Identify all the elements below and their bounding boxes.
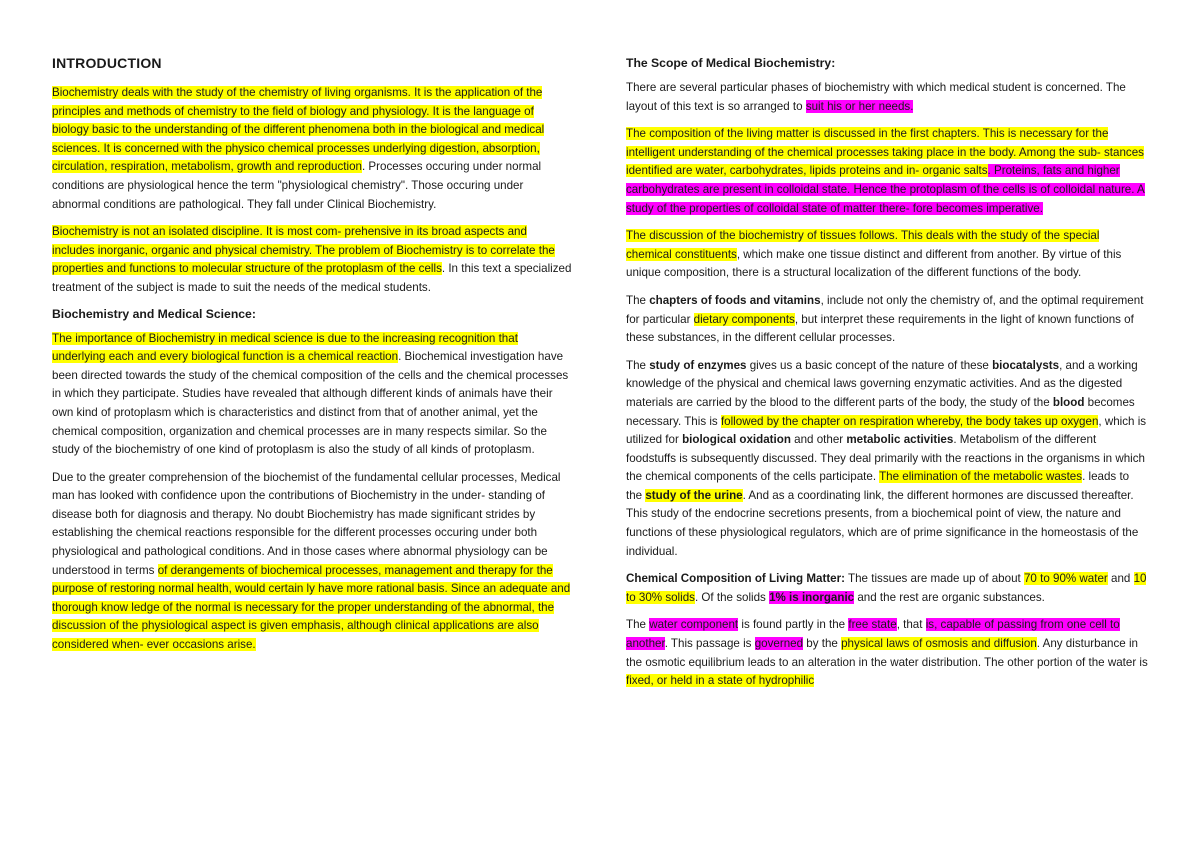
text-run: water component [649, 618, 739, 632]
text-run: The [626, 358, 650, 372]
text-run: , and a working knowledge of the physical and chemical laws governing enzymatic activities. And as the digested materials are carried by the blood to the different parts of the body, the study of the [626, 358, 1138, 409]
text-run: , but interpret these requirements in the light of known functions of these substances, in the different cellular processes. [626, 312, 1134, 345]
text-run: . Of the solids [694, 590, 770, 604]
text-run: , that [896, 618, 926, 632]
paragraph [52, 84, 572, 214]
text-run: . And as a coordinating link, the different hormones are discussed thereafter. This study of the endocrine secretions presents, from a biochemical point of view, the nature and functions of these physiological regulators, which are of prime significance in the homeostasis of the individual. [626, 488, 1139, 558]
paragraph [626, 79, 1148, 116]
text-run: study of the urine [645, 488, 743, 502]
text-run: 10 to 30% solids [626, 572, 1147, 604]
introduction-heading: INTRODUCTION [52, 55, 162, 71]
text-run: is, capable of passing from one cell to another [626, 618, 1120, 651]
text-run: biological oxidation [682, 433, 791, 447]
text-run: The composition of the living matter is discussed in the first chapters. This is necessary for the intelligent understanding of the chemical processes taking place in the body. Among the sub- stances identified are water, carbohydrates, lipids proteins and in- organic salts [626, 127, 1144, 178]
paragraph [626, 125, 1148, 218]
text-run: becomes necessary. This is [626, 395, 1135, 428]
scope-heading: The Scope of Medical Biochemistry: [626, 56, 836, 70]
text-run: dietary components [693, 312, 795, 326]
text-run: biocatalysts [992, 358, 1060, 372]
text-run: . Processes occuring under normal conditions are physiological hence the term "physiological chemistry". Those occuring under abnormal conditions are pathological. They fall under Clinical Biochemistry. [52, 160, 542, 211]
text-run: physical laws of osmosis and diffusion [841, 637, 1037, 651]
left-column [52, 52, 572, 664]
text-run: fixed, or held in a state of hydrophilic [626, 674, 815, 688]
text-run: of derangements of biochemical processes, management and therapy for the purpose of restoring normal health, would certain ly have more rational basis. Since an adequate and thorough know ledge of the normal is necessary for the proper understanding of the abnormal, the discussion of the physiological aspect is given emphasis, although clinical applications are also considered when- ever occasions arise. [52, 563, 571, 652]
text-run: study of enzymes [649, 358, 747, 372]
paragraph [52, 469, 572, 655]
text-run: The importance of Biochemistry in medical science is due to the increasing recognition that underlying each and every biological function is a chemical reaction [52, 331, 518, 364]
paragraph [626, 616, 1148, 690]
text-run: suit his or her needs. [805, 99, 914, 113]
text-run: The [626, 293, 650, 307]
text-run: and [1107, 572, 1134, 586]
text-run: governed [754, 637, 804, 651]
text-run: , which is utilized for [626, 414, 1147, 447]
text-run: blood [1052, 395, 1085, 409]
text-run: The tissues are made up of about [845, 572, 1024, 586]
text-run: The [626, 618, 650, 632]
text-run: 1% is inorganic [769, 590, 855, 604]
text-run: . Metabolism of the different foodstuffs is subsequently discussed. They deal primarily with the reactions in the organisms in which the chemical components of the cells participate. [626, 433, 1145, 484]
text-run: Biochemistry is not an isolated discipline. It is most com- prehensive in its broad aspects and includes inorganic, organic and physical chemistry. The problem of Biochemistry is to correlate the properties and functions to molecular structure of the protoplasm of the cells [52, 225, 555, 276]
text-run: Due to the greater comprehension of the biochemist of the fundamental cellular processes, Medical man has looked with confidence upon the contributions of Biochemistry in the under- standing of disease both for diagnosis and therapy. No doubt Biochemistry has made significant strides by establishing the chemical reactions responsible for the different processes occuring under both physiological and pathological conditions. And in those cases where abnormal physiology can be understood in terms [52, 470, 561, 577]
text-run: There are several particular phases of biochemistry with which medical student is concerned. The layout of this text is so arranged to [626, 81, 1126, 113]
text-run: The elimination of the metabolic wastes [879, 470, 1083, 484]
text-run: by the [803, 637, 842, 651]
text-run: Chemical Composition of Living Matter: [626, 572, 846, 586]
text-run: . In this text a specialized treatment of the subject is made to suit the needs of the medical students. [52, 262, 572, 294]
text-run: free state [848, 618, 897, 632]
text-run: . This passage is [664, 637, 755, 651]
text-run: chapters of foods and vitamins [649, 293, 821, 307]
text-run: The discussion of the biochemistry of tissues follows. This deals with the study of the special chemical constituents [626, 229, 1100, 261]
paragraph [626, 570, 1148, 607]
text-run: Biochemistry deals with the study of the chemistry of living organisms. It is the application of the principles and methods of chemistry to the field of biology and physiology. It is the language of biology basic to the understanding of the different phenomena both in the biological and medical sciences. It is concerned with the physico chemical processes underlying digestion, absorption, circulation, respiration, metabolism, growth and reproduction [52, 86, 545, 174]
paragraph [52, 223, 572, 297]
text-run: metabolic activities [846, 433, 954, 447]
text-run: . Biochemical investigation have been directed towards the study of the chemical composition of the cells and the chemical processes in which they participate. Studies have revealed that although different kinds of animals have their own kind of protoplasm which is characteristics and distinct from that of another animal, yet the chemical composition, organization and chemical processes are in many respects similar. So the study of the biochemistry of one kind of protoplasm is also the study of all kinds of protoplasm. [52, 350, 569, 457]
text-run: followed by the chapter on respiration whereby, the body takes up oxygen [720, 414, 1099, 428]
text-run: and other [790, 433, 847, 447]
text-run: is found partly in the [738, 618, 849, 632]
text-run: . Proteins, fats and higher carbohydrates are present in colloidal state. Hence the protoplasm of the cells is of colloidal nature. A study of the properties of colloidal state of matter there- fore becomes imperative. [626, 164, 1145, 215]
right-column [626, 52, 1148, 700]
text-run: gives us a basic concept of the nature of these [746, 358, 993, 372]
text-run: . Any disturbance in the osmotic equilibrium leads to an alteration in the water distribution. The other portion of the water is [626, 637, 1148, 669]
paragraph [626, 292, 1148, 348]
paragraph [626, 227, 1148, 283]
text-run: and the rest are organic substances. [854, 590, 1045, 604]
text-run: . leads to the [626, 470, 1130, 502]
section-heading: Biochemistry and Medical Science: [52, 306, 256, 321]
paragraph [52, 330, 572, 460]
text-run: 70 to 90% water [1023, 572, 1108, 586]
text-run: , include not only the chemistry of, and the optimal requirement for particular [626, 293, 1144, 326]
paragraph [626, 357, 1148, 562]
text-run: , which make one tissue distinct and different from another. By virtue of this unique composition, there is a structural localization of the different functions of the body. [626, 247, 1122, 280]
